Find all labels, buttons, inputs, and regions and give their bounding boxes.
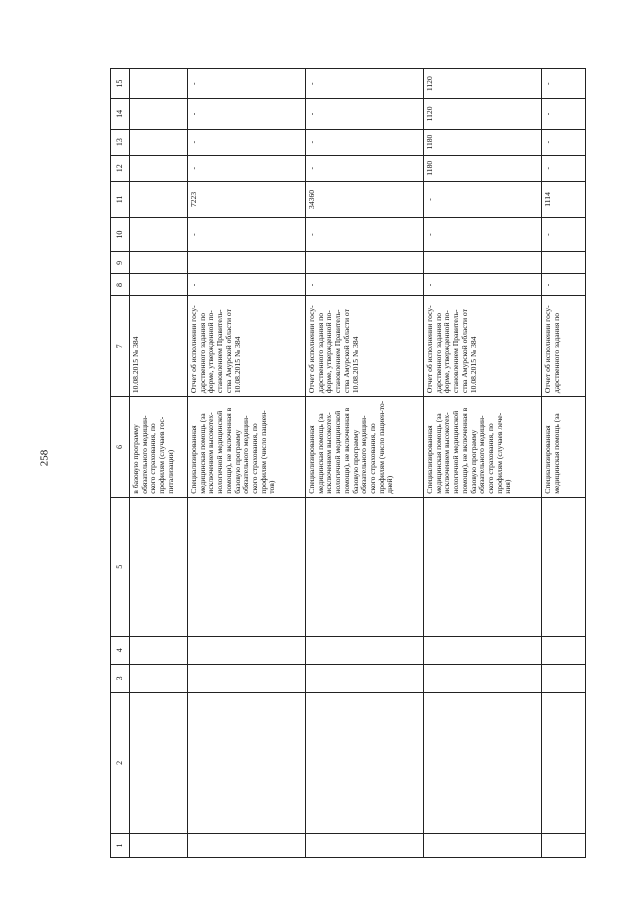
column-header: 14: [111, 99, 130, 129]
column-header: 4: [111, 636, 130, 664]
column-header: 13: [111, 129, 130, 155]
value-cell: -: [542, 274, 586, 296]
value-cell: -: [306, 218, 424, 252]
value-cell: [130, 99, 188, 129]
value-cell: 1180: [424, 129, 542, 155]
column-header: 1: [111, 833, 130, 857]
value-cell: 34360: [306, 181, 424, 217]
column-header: 12: [111, 155, 130, 181]
value-cell: -: [306, 69, 424, 99]
column-header: 10: [111, 218, 130, 252]
column-header: 9: [111, 252, 130, 274]
value-cell: -: [542, 99, 586, 129]
value-cell: [130, 218, 188, 252]
service-description: Специализированная медицинская помощь (за: [542, 397, 586, 498]
column-header: 6: [111, 397, 130, 498]
report-reference: Отчет об исполнении госу-дарственного задания по форме, утвержденной по-становлением Правитель-ства Амурской области от 10.08.2015 № 384: [306, 296, 424, 397]
table-cell: [130, 692, 188, 833]
table-cell: [306, 833, 424, 857]
column-header: 2: [111, 692, 130, 833]
value-cell: -: [542, 129, 586, 155]
table-cell: [188, 636, 306, 664]
value-cell: -: [306, 155, 424, 181]
value-cell: -: [188, 155, 306, 181]
value-cell: 1120: [424, 99, 542, 129]
table-cell: [542, 833, 586, 857]
value-cell: -: [306, 274, 424, 296]
value-cell: [542, 252, 586, 274]
value-cell: [130, 274, 188, 296]
table-cell: [188, 497, 306, 636]
table-cell: [130, 636, 188, 664]
value-cell: -: [306, 129, 424, 155]
table-cell: [424, 636, 542, 664]
page-number: 258: [38, 449, 51, 467]
rotated-table-wrapper: [110, 68, 580, 858]
column-header: 15: [111, 69, 130, 99]
service-description: Специализированная медицинская помощь (за исключением высокотех-нологичной медицинской помощи), не включенная в базовую программу обязательного медицин-ского страхования, по профилям (случаев лече-ния): [424, 397, 542, 498]
value-cell: -: [542, 218, 586, 252]
value-cell: [424, 252, 542, 274]
table-cell: [306, 664, 424, 692]
value-cell: [130, 155, 188, 181]
service-description: в базовую программу обязательного медицин-ского страхования, по профилям (случаев гос-питализации): [130, 397, 188, 498]
column-header: 5: [111, 497, 130, 636]
table-cell: [188, 833, 306, 857]
table-row: [306, 69, 424, 858]
value-cell: -: [188, 99, 306, 129]
table-cell: [188, 664, 306, 692]
table-cell: [542, 692, 586, 833]
table-cell: [424, 664, 542, 692]
table-cell: [306, 497, 424, 636]
value-cell: [188, 252, 306, 274]
column-header: 3: [111, 664, 130, 692]
value-cell: [130, 181, 188, 217]
table-cell: [306, 692, 424, 833]
value-cell: -: [424, 218, 542, 252]
table-cell: [130, 833, 188, 857]
table-cell: [188, 692, 306, 833]
value-cell: -: [306, 99, 424, 129]
value-cell: -: [188, 274, 306, 296]
table-cell: [424, 833, 542, 857]
value-cell: [130, 252, 188, 274]
value-cell: -: [542, 155, 586, 181]
report-reference: Отчет об исполнении госу-дарственного задания по форме, утвержденной по-становлением Правитель-ства Амурской области от 10.08.2015 № 384: [424, 296, 542, 397]
report-reference: 10.08.2015 № 384: [130, 296, 188, 397]
table-cell: [424, 692, 542, 833]
report-reference: Отчет об исполнении госу-дарственного задания по: [542, 296, 586, 397]
table-cell: [306, 636, 424, 664]
report-reference: Отчет об исполнении госу-дарственного задания по форме, утвержденной по-становлением Правитель-ства Амурской области от 10.08.2015 № 384: [188, 296, 306, 397]
service-description: Специализированная медицинская помощь (за исключением высокотех-нологичной медицинской помощи), не включенная в базовую программу обязательного медицин-ского страхования, по профилям (число пациен-то-дней): [306, 397, 424, 498]
table-cell: [542, 664, 586, 692]
value-cell: [306, 252, 424, 274]
table-cell: [130, 664, 188, 692]
value-cell: [130, 69, 188, 99]
data-table: [110, 68, 586, 858]
service-description: Специализированная медицинская помощь (за исключением высокотех-нологичной медицинской помощи), не включенная в базовую программу обязательного медицин-ского страхования, по профилям (число пациен-тов): [188, 397, 306, 498]
table-row: [424, 69, 542, 858]
value-cell: 1180: [424, 155, 542, 181]
table-cell: [424, 497, 542, 636]
column-header: 7: [111, 296, 130, 397]
value-cell: -: [542, 69, 586, 99]
table-row: [188, 69, 306, 858]
column-header: 8: [111, 274, 130, 296]
value-cell: -: [424, 274, 542, 296]
table-row: [130, 69, 188, 858]
value-cell: 1114: [542, 181, 586, 217]
value-cell: -: [424, 181, 542, 217]
table-row: [542, 69, 586, 858]
table-cell: [542, 497, 586, 636]
value-cell: -: [188, 218, 306, 252]
column-number-row: [111, 69, 130, 858]
table-cell: [542, 636, 586, 664]
table-cell: [130, 497, 188, 636]
value-cell: 1120: [424, 69, 542, 99]
value-cell: -: [188, 129, 306, 155]
value-cell: [130, 129, 188, 155]
value-cell: -: [188, 69, 306, 99]
column-header: 11: [111, 181, 130, 217]
value-cell: 7223: [188, 181, 306, 217]
